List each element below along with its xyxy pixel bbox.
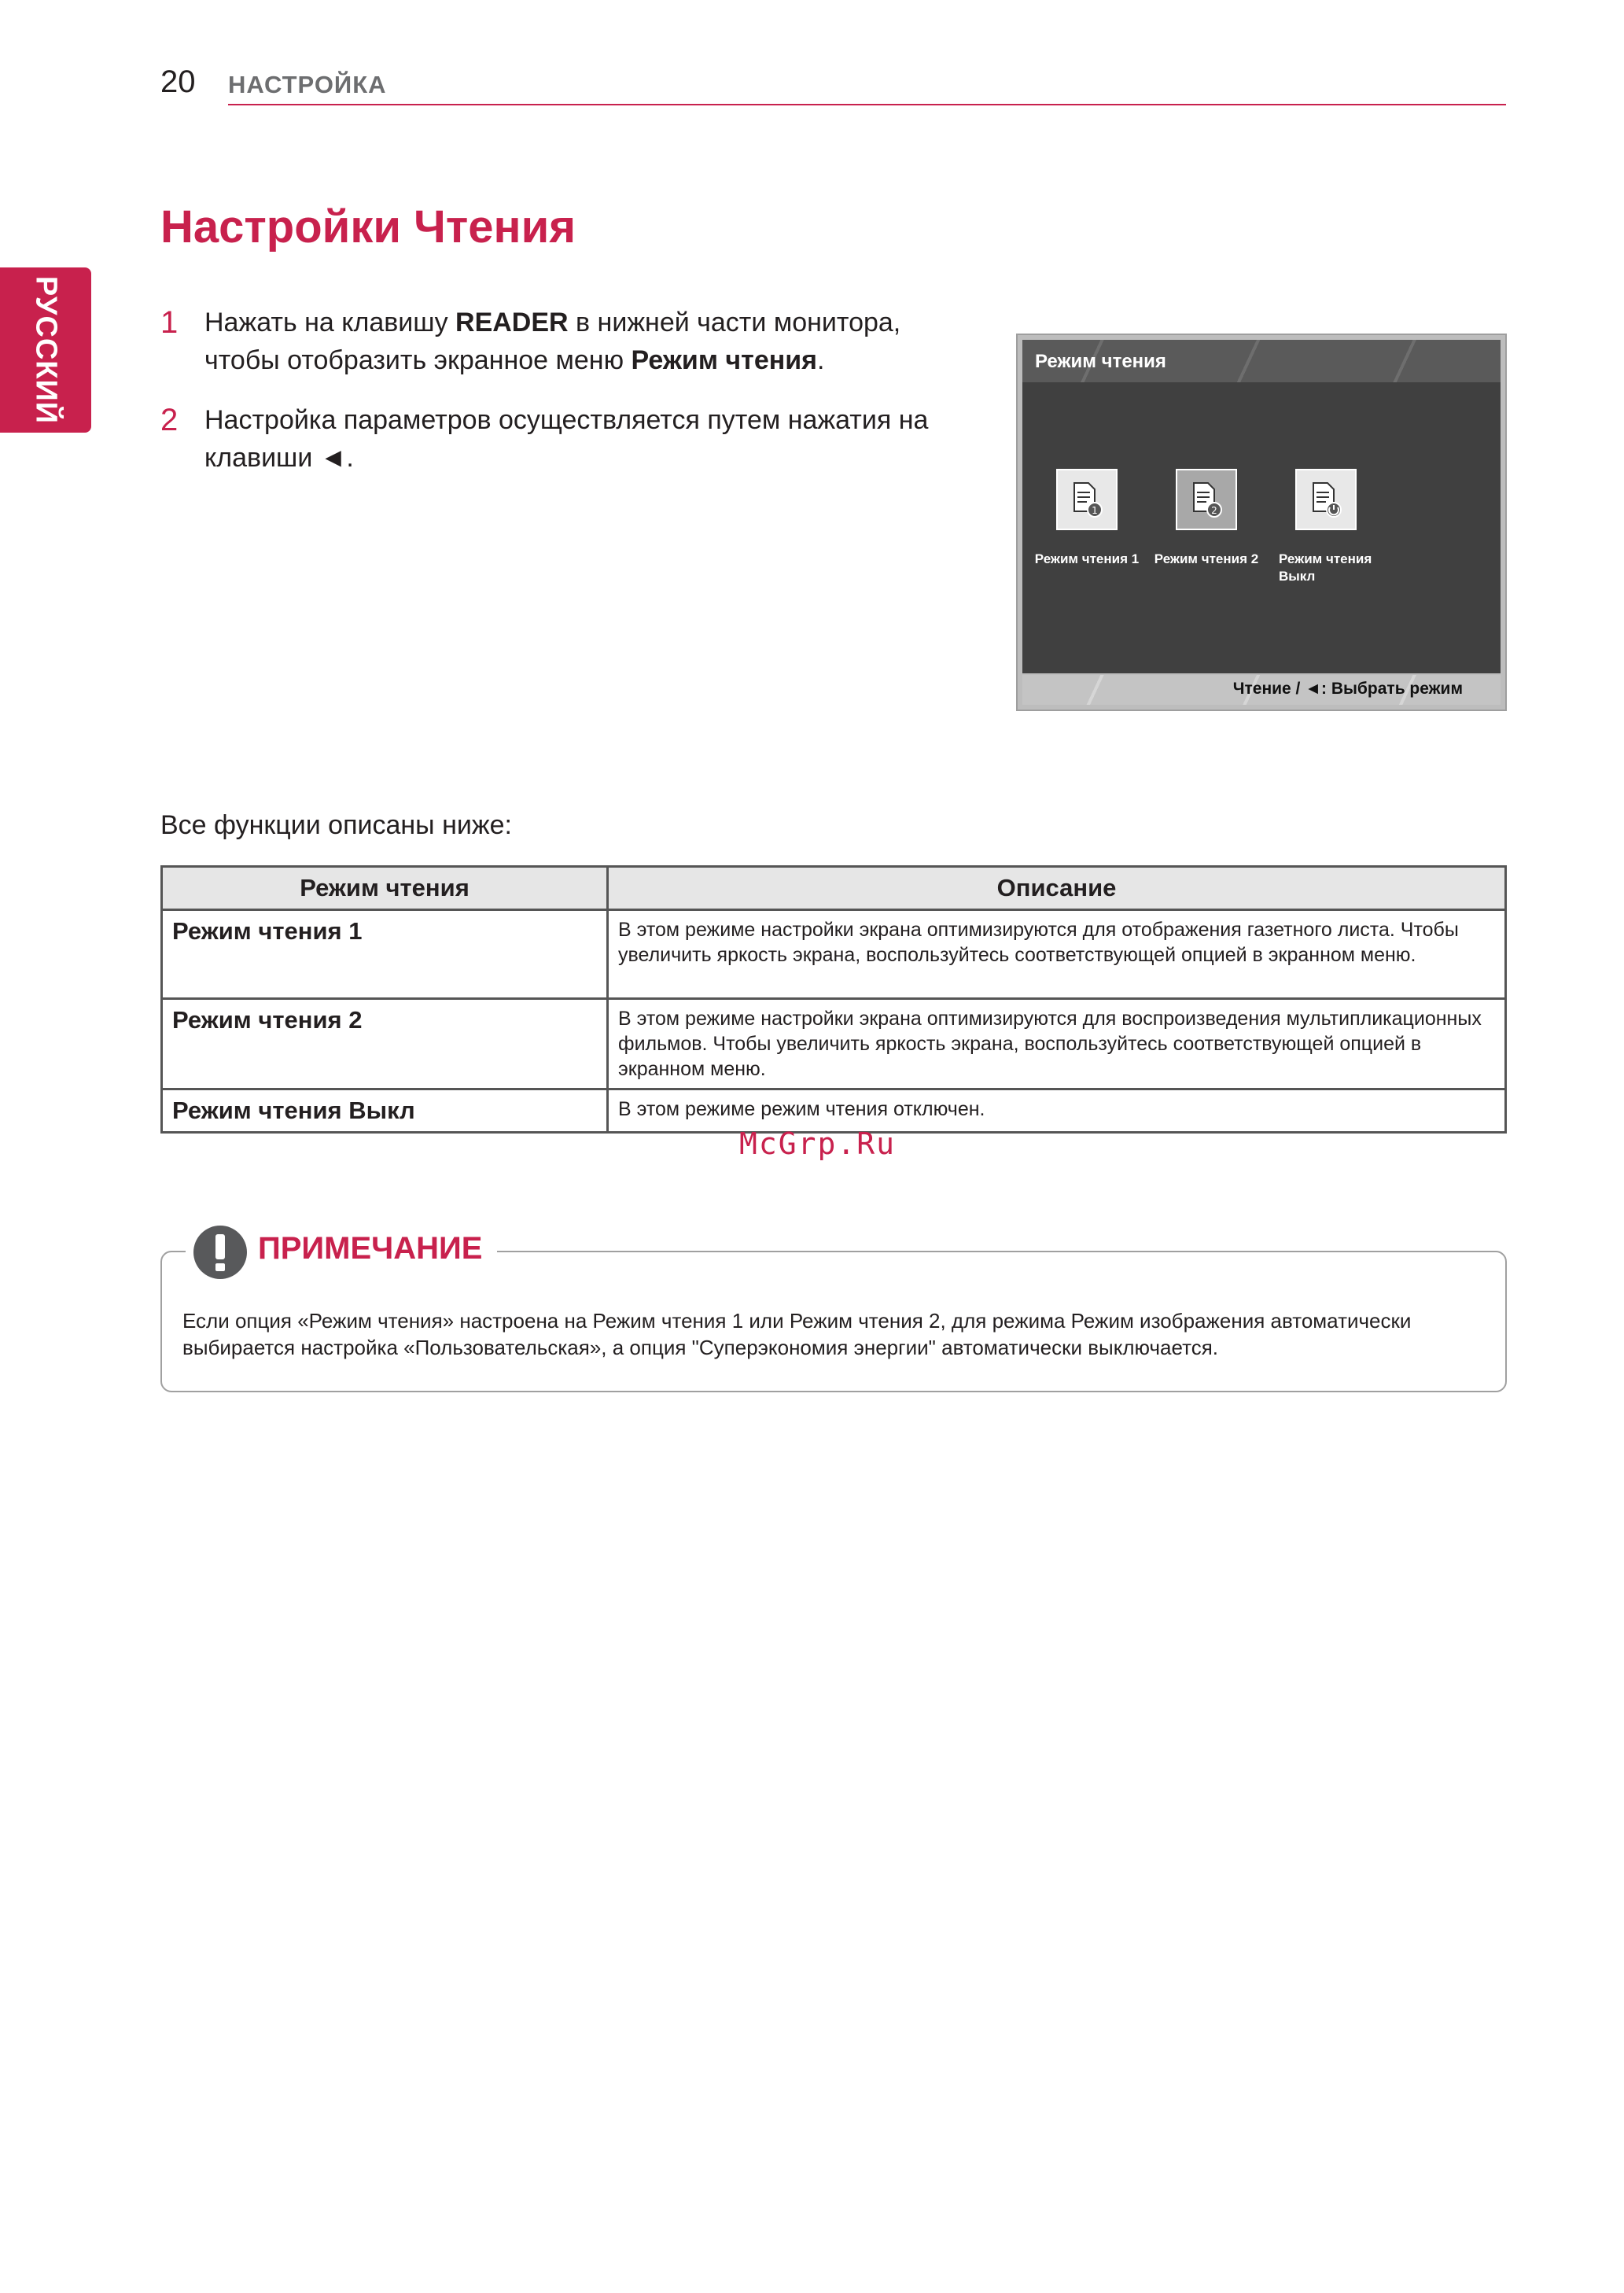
- mode-description: В этом режиме режим чтения отключен.: [608, 1089, 1506, 1133]
- osd-hint: Чтение / ◄: Выбрать режим: [1232, 680, 1463, 698]
- table-header: Описание: [608, 867, 1506, 910]
- osd-item-label: Режим чтения 2: [1154, 551, 1259, 566]
- language-tab: [0, 267, 91, 433]
- svg-text:2: 2: [1211, 505, 1217, 516]
- mode-description: В этом режиме настройки экрана оптимизируются для отображения газетного листа. Чтобы увеличить яркость экрана, воспользуйтесь соответствующей опцией в экранном меню.: [608, 910, 1506, 999]
- page-title: Настройки Чтения: [160, 201, 576, 253]
- step-2-text: Настройка параметров осуществляется путем нажатия на клавиши ◄.: [204, 405, 929, 473]
- language-label: РУССКИЙ: [29, 275, 63, 425]
- mode-name: Режим чтения 2: [162, 999, 608, 1089]
- mode-name: Режим чтения Выкл: [162, 1089, 608, 1133]
- section-name: НАСТРОЙКА: [228, 71, 387, 98]
- osd-hint-bar: [1022, 675, 1501, 705]
- svg-text:1: 1: [1092, 505, 1098, 516]
- watermark[interactable]: McGrp.Ru: [739, 1126, 897, 1161]
- page-number: 20: [160, 65, 196, 99]
- reading-mode-label: Режим чтения: [631, 345, 818, 375]
- document-2-icon: [1176, 469, 1237, 530]
- step-1-number: 1: [160, 305, 179, 340]
- osd-item-label: Режим чтения 1: [1034, 551, 1140, 566]
- intro-text: Все функции описаны ниже:: [160, 810, 512, 840]
- reading-mode-table: [160, 865, 1507, 1134]
- osd-item-reading-2: [1143, 469, 1269, 568]
- exclamation-icon: [193, 1226, 247, 1279]
- mode-name: Режим чтения 1: [162, 910, 608, 999]
- step-2-number: 2: [160, 403, 179, 437]
- note-text: Если опция «Режим чтения» настроена на Режим чтения 1 или Режим чтения 2, для режима Режим изображения автоматически выбирается настройка «Пользовательская», а опция "Суперэкономия энергии" автоматически выключается.: [182, 1309, 1412, 1359]
- header-rule: [228, 104, 1506, 105]
- note-title: ПРИМЕЧАНИЕ: [258, 1231, 483, 1266]
- osd-item-label: Режим чтения Выкл: [1279, 551, 1372, 584]
- osd-body: [1022, 382, 1501, 673]
- osd-item-reading-off: [1263, 469, 1389, 585]
- table-header: Режим чтения: [162, 867, 608, 910]
- table-row: [162, 999, 1506, 1089]
- osd-title: Режим чтения: [1035, 351, 1166, 372]
- document-1-icon: [1056, 469, 1118, 530]
- table-header-row: [162, 867, 1506, 910]
- step-1-text: Нажать на клавишу READER в нижней части монитора, чтобы отобразить экранное меню Режим чтения.: [204, 308, 901, 375]
- mode-description: В этом режиме настройки экрана оптимизируются для воспроизведения мультипликационных фильмов. Чтобы увеличить яркость экрана, воспользуйтесь соответствующей опцией в экранном меню.: [608, 999, 1506, 1089]
- osd-item-reading-1: [1024, 469, 1150, 568]
- reader-key-label: READER: [455, 308, 569, 337]
- document-off-icon: [1295, 469, 1357, 530]
- osd-screenshot: [1016, 334, 1507, 711]
- osd-title-bar: [1022, 340, 1501, 382]
- table-row: [162, 910, 1506, 999]
